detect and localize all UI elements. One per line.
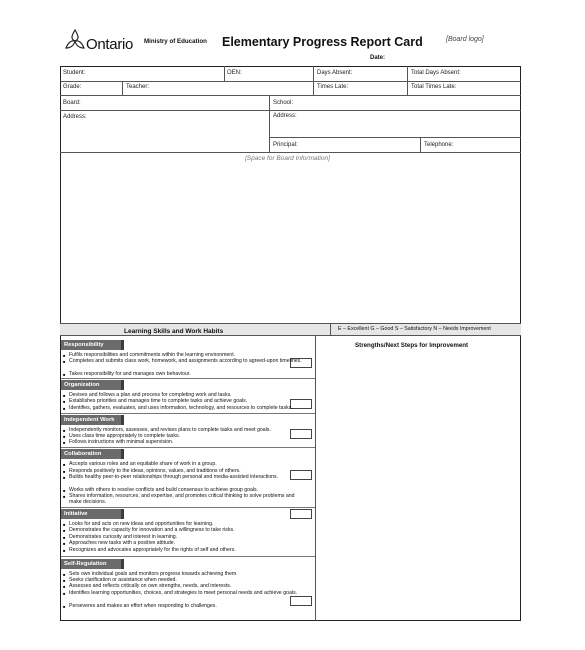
board-address-field[interactable]: Address: xyxy=(63,114,87,120)
list-item: ■ Devises and follows a plan and process for completing work and tasks. xyxy=(64,392,304,398)
strengths-heading: Strengths/Next Steps for Improvement xyxy=(355,342,469,349)
list-item: ■ Completes and submits class work, homework, and assignments according to agreed-upon timelines. xyxy=(64,358,304,364)
list-item: ■ Identifies, gathers, evaluates, and uses information, technology, and resources to complete tasks. xyxy=(64,405,304,411)
section-collaboration: Collaboration xyxy=(61,449,121,459)
list-item: ■ Recognizes and advocates appropriately for the rights of self and others. xyxy=(64,547,304,553)
list-item: ■ Shares information, resources, and expertise, and promotes critical thinking to solve problems and make decisions. xyxy=(64,493,304,505)
list-item: ■ Works with others to resolve conflicts and build consensus to achieve group goals. xyxy=(64,487,304,493)
section-initiative: Initiative xyxy=(61,509,121,519)
list-item: ■ Seeks clarification or assistance when needed. xyxy=(64,577,304,583)
list-item: ■ Looks for and acts on new ideas and opportunities for learning. xyxy=(64,521,304,527)
date-label: Date: xyxy=(370,55,386,61)
trillium-icon xyxy=(64,28,86,52)
list-item: ■ Fulfils responsibilities and commitments within the learning environment. xyxy=(64,352,304,358)
rating-legend: E – Excellent G – Good S – Satisfactory N – Needs Improvement xyxy=(338,326,491,332)
ministry-label: Ministry of Education xyxy=(144,38,207,45)
school-address-field[interactable]: Address: xyxy=(273,113,297,119)
teacher-field[interactable]: Teacher: xyxy=(126,84,150,90)
list-item: ■ Follows instructions with minimal supervision. xyxy=(64,439,304,445)
times-late-field[interactable]: Times Late: xyxy=(317,84,349,90)
list-item: ■ Builds healthy peer-to-peer relationships through personal and media-assisted interactions. xyxy=(64,474,304,480)
list-item: ■ Perseveres and makes an effort when responding to challenges. xyxy=(64,603,304,609)
board-field[interactable]: Board: xyxy=(63,100,81,106)
student-field[interactable]: Student: xyxy=(63,70,86,76)
page-title: Elementary Progress Report Card xyxy=(222,35,423,49)
list-item: ■ Approaches new tasks with a positive attitude. xyxy=(64,540,304,546)
board-information-placeholder: [Space for Board Information] xyxy=(245,155,330,162)
list-item: ■ Establishes priorities and manages time to complete tasks and achieve goals. xyxy=(64,398,304,404)
grade-field[interactable]: Grade: xyxy=(63,84,82,90)
list-item: ■ Identifies learning opportunities, choices, and strategies to meet personal needs and achieve goals. xyxy=(64,590,304,596)
list-item: ■ Demonstrates curiosity and interest in learning. xyxy=(64,534,304,540)
list-item: ■ Sets own individual goals and monitors progress towards achieving them. xyxy=(64,571,304,577)
list-item: ■ Responds positively to the ideas, opinions, values, and traditions of others. xyxy=(64,468,304,474)
logo-wordmark: Ontario xyxy=(86,36,134,53)
list-item: ■ Accepts various roles and an equitable share of work in a group. xyxy=(64,461,304,467)
ontario-logo xyxy=(64,28,86,52)
total-days-absent-field[interactable]: Total Days Absent: xyxy=(411,70,461,76)
list-item: ■ Takes responsibility for and manages own behaviour. xyxy=(64,371,304,377)
section-self-regulation: Self-Regulation xyxy=(61,559,121,569)
list-item: ■ Uses class time appropriately to complete tasks. xyxy=(64,433,304,439)
list-item: ■ Independently monitors, assesses, and revises plans to complete tasks and meet goals. xyxy=(64,427,304,433)
oen-field[interactable]: OEN: xyxy=(227,70,242,76)
telephone-field[interactable]: Telephone: xyxy=(424,142,454,148)
section-organization: Organization xyxy=(61,380,121,390)
school-field[interactable]: School: xyxy=(273,100,294,106)
principal-field[interactable]: Principal: xyxy=(273,142,298,148)
total-times-late-field[interactable]: Total Times Late: xyxy=(411,84,457,90)
days-absent-field[interactable]: Days Absent: xyxy=(317,70,353,76)
section-independent-work: Independent Work xyxy=(61,415,121,425)
board-logo-placeholder: [Board logo] xyxy=(446,36,484,43)
list-item: ■ Assesses and reflects critically on own strengths, needs, and interests. xyxy=(64,583,304,589)
learning-skills-heading: Learning Skills and Work Habits xyxy=(124,328,224,335)
rating-box-initiative[interactable] xyxy=(290,509,312,519)
section-responsibility: Responsibility xyxy=(61,340,121,350)
list-item: ■ Demonstrates the capacity for innovation and a willingness to take risks. xyxy=(64,527,304,533)
